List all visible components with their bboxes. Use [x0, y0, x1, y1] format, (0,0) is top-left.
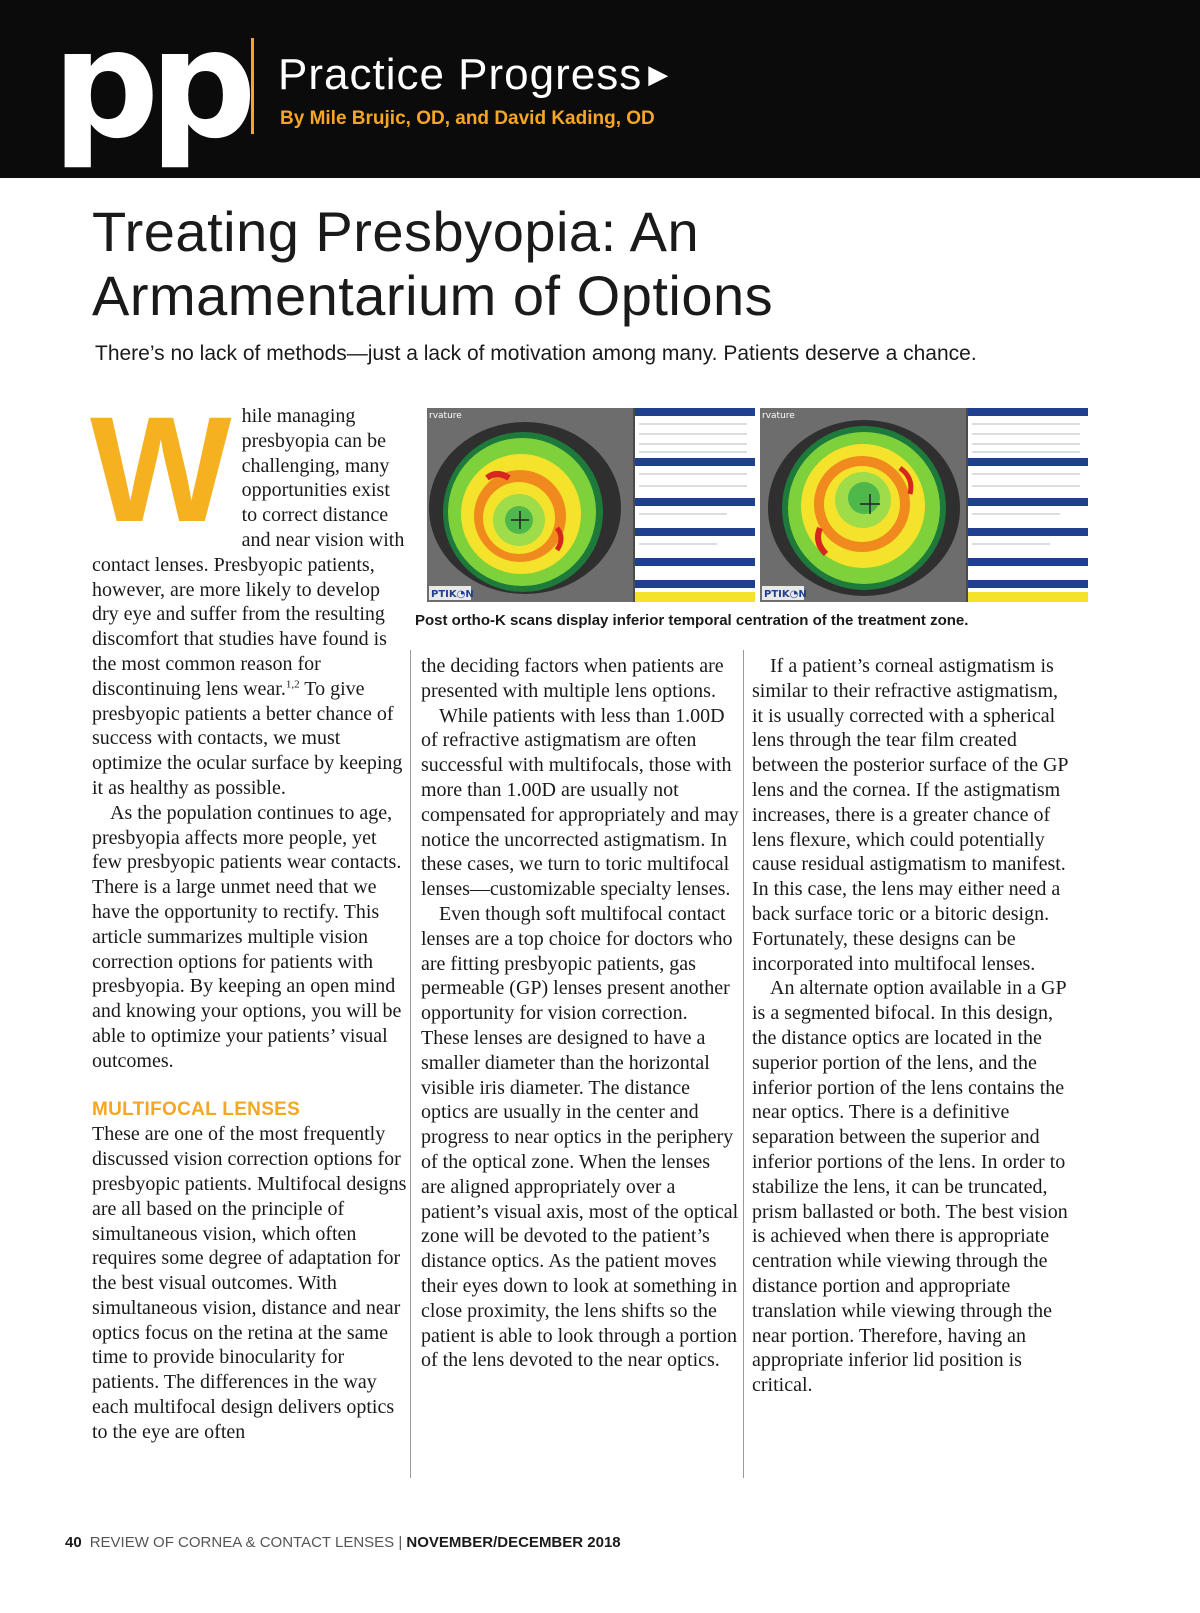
topography-map-left	[427, 408, 755, 602]
intro-text-tail: To give presbyopic patients a better chance of success with contacts, we must optimize the ocular surface by keeping it as healthy as possible.	[92, 677, 403, 799]
corner-label-left: rvature	[429, 411, 462, 421]
scan-image-left	[427, 408, 755, 602]
article-deck: There’s no lack of methods—just a lack of motivation among many. Patients deserve a chance.	[95, 342, 977, 365]
column-1	[90, 385, 407, 1445]
byline: By Mile Brujic, OD, and David Kading, OD	[280, 108, 655, 129]
paragraph-gas-permeable: Even though soft multifocal contact lenses are a top choice for doctors who are fitting presbyopic patients, gas permeable (GP) lenses present another opportunity for vision correction. These lenses are designed to have a smaller diameter than the horizontal visible iris diameter. The distance optics are usually in the center and progress to near optics in the periphery of the optical zone. When the lenses are aligned appropriately over a patient’s visual axis, most of the optical zone will be devoted to the patient’s distance optics. As the patient moves their eyes down to look at something in close proximity, the lens shifts so the patient is able to look through a portion of the lens devoted to the near optics.	[421, 902, 739, 1372]
figure-caption: Post ortho-K scans display inferior temporal centration of the treatment zone.	[415, 612, 969, 629]
column-3	[752, 654, 1072, 1398]
paragraph-multifocal-continued: the deciding factors when patients are presented with multiple lens options.	[421, 655, 724, 702]
topography-map-right	[760, 408, 1088, 602]
series-title-text: Practice Progress	[278, 50, 643, 99]
page-number: 40	[65, 1534, 82, 1551]
publication-name: REVIEW OF CORNEA & CONTACT LENSES	[89, 1534, 395, 1551]
scan-image-right	[760, 408, 1088, 602]
column-2	[421, 654, 739, 1373]
pp-logo: pp	[52, 0, 247, 172]
brand-label-left: PTIK◔N	[431, 589, 474, 600]
article-title: Treating Presbyopia: An Armamentarium of Options	[92, 200, 774, 327]
paragraph-corneal-astigmatism: If a patient’s corneal astigmatism is similar to their refractive astigmatism, it is usually corrected with a spherical lens through the tear film created between the posterior surface of the GP lens and the cornea. If the astigmatism increases, there is a greater chance of lens flexure, which could potentially cause residual astigmatism to manifest. In this case, the lens may either need a back surface toric or a bitoric design. Fortunately, these designs can be incorporated into multifocal lenses.	[752, 655, 1068, 975]
issue-date: NOVEMBER/DECEMBER 2018	[406, 1534, 621, 1551]
column-divider-1	[410, 650, 411, 1478]
reference-superscript: 1,2	[285, 678, 300, 691]
page-footer	[65, 1534, 621, 1551]
brand-label-right: PTIK◔N	[764, 589, 807, 600]
paragraph-astigmatism: While patients with less than 1.00D of refractive astigmatism are often successful with multifocals, those with more than 1.00D are usually not compensated for appropriately and may notice the uncorrected astigmatism. In these cases, we turn to toric multifocal lenses—customizable specialty lenses.	[421, 704, 739, 901]
banner-divider	[251, 38, 254, 134]
footer-separator: |	[394, 1534, 407, 1551]
column-divider-2	[743, 650, 744, 1478]
header-banner	[0, 0, 1200, 178]
drop-cap: W	[90, 385, 232, 553]
intro-text: hile managing presbyopia can be challenging, many opportunities exist to correct distance and near vision with contact lenses. Presbyopic patients, however, are more likely to develop dry eye and suffer from the resulting discomfort that studies have found is the most common reason for discontinuing lens wear.	[92, 405, 405, 700]
play-arrow-icon: ▶	[648, 59, 670, 89]
paragraph-intro	[90, 385, 407, 801]
series-title	[278, 50, 669, 100]
corner-label-right: rvature	[762, 411, 795, 421]
paragraph-population: As the population continues to age, presbyopia affects more people, yet few presbyopic patients wear contacts. There is a large unmet need that we have the opportunity to rectify. This article summarizes multiple vision correction options for patients with presbyopia. By keeping an open mind and knowing your options, you will be able to optimize your patients’ visual outcomes.	[92, 801, 402, 1072]
paragraph-multifocal: These are one of the most frequently discussed vision correction options for presbyopic patients. Multifocal designs are all based on the principle of simultaneous vision, which often requires some degree of adaptation for the best visual outcomes. With simultaneous vision, distance and near optics focus on the retina at the same time to provide binocularity for patients. The differences in the way each multifocal design delivers optics to the eye are often	[92, 1123, 407, 1443]
section-heading-multifocal: MULTIFOCAL LENSES	[92, 1098, 301, 1120]
paragraph-segmented-bifocal: An alternate option available in a GP is a segmented bifocal. In this design, the distance optics are located in the superior portion of the lens, and the inferior portion of the lens contains the near optics. There is a definitive separation between the superior and inferior portions of the lens. In order to stabilize the lens, it can be truncated, prism ballasted or both. The best vision is achieved when there is appropriate centration while viewing through the distance portion and appropriate translation while viewing through the near portion. Therefore, having an appropriate inferior lid position is critical.	[752, 977, 1068, 1397]
